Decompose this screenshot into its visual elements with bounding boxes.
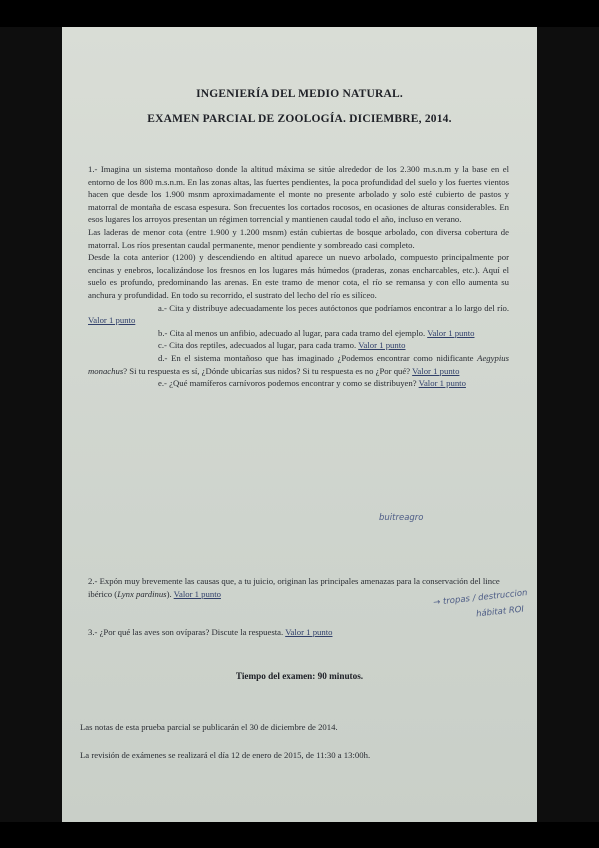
q1-sub-e-value: Valor 1 punto — [418, 378, 466, 389]
q1-sub-d-text-2: ? Si tu respuesta es sí, ¿Dónde ubicarías sus nidos? Si tu respuesta es no ¿Por qué? — [123, 365, 411, 376]
q2-close: ). — [166, 588, 172, 599]
q1-sub-e — [88, 377, 509, 390]
q1-paragraph-3: Desde la cota anterior (1200) y descendiendo en altitud aparece un nuevo arbolado, compuesto principalmente por encinas y enebros, localizándose los fresnos en los lugares más húmedos (praderas, zonas encharcables, etc.). Aquí el suelo es profundo, predominando las arenas. En este tramo de menor cota, el río se remansa y con ello aumenta su anchura y profundidad. En todo su recorrido, el sustrato del lecho del río es silíceo. — [88, 252, 509, 300]
right-dark-margin — [537, 27, 599, 822]
header-exam-title: EXAMEN PARCIAL DE ZOOLOGÍA. DICIEMBRE, 2014. — [147, 113, 452, 125]
q1-sub-d-value: Valor 1 punto — [412, 365, 460, 376]
header-degree: INGENIERÍA DEL MEDIO NATURAL. — [196, 88, 403, 100]
q3-value: Valor 1 punto — [285, 627, 333, 637]
q1-sub-a-text: a.- Cita y distribuye adecuadamente los peces autóctonos que podríamos encontrar a lo largo del río. — [158, 302, 509, 313]
handwritten-note-3: hábitat ROI — [475, 604, 525, 620]
q1-paragraph-2: Las laderas de menor cota (entre 1.900 y 1.200 msnm) están cubiertas de bosque arbolado, con diversa cobertura de matorral. Los ríos presentan caudal permanente, menor pendiente y sombreado casi completo. — [88, 226, 509, 250]
handwritten-note-1: buitreagro — [379, 513, 424, 523]
q1-sub-b-value: Valor 1 punto — [427, 327, 475, 338]
q1-sub-d — [88, 352, 509, 377]
q1-sub-a — [88, 302, 509, 327]
footer-grades-note: Las notas de esta prueba parcial se publicarán el 30 de diciembre de 2014. — [80, 722, 338, 732]
exam-duration: Tiempo del examen: 90 minutos. — [235, 671, 364, 681]
top-black-bar — [0, 0, 599, 27]
q1-sub-d-text-1: d.- En el sistema montañoso que has imaginado ¿Podemos encontrar como nidificante — [158, 352, 474, 363]
q1-sub-c-value: Valor 1 punto — [358, 340, 406, 351]
bottom-black-bar — [0, 822, 599, 848]
exam-paper — [62, 27, 537, 822]
q1-sub-e-text: e.- ¿Qué mamíferos carnívoros podemos encontrar y como se distribuyen? — [158, 378, 417, 389]
handwritten-note-2: → tropas / destruccion — [432, 588, 528, 608]
q1-sub-c-text: c.- Cita dos reptiles, adecuados al lugar, para cada tramo. — [158, 340, 357, 351]
question-3 — [88, 626, 509, 639]
footer-review-note: La revisión de exámenes se realizará el día 12 de enero de 2015, de 11:30 a 13:00h. — [80, 750, 371, 760]
q1-sub-b-text: b.- Cita al menos un anfibio, adecuado al lugar, para cada tramo del ejemplo. — [158, 327, 426, 338]
q1-paragraph-1: 1.- Imagina un sistema montañoso donde la altitud máxima se sitúe alrededor de los 2.300 m.s.n.m y la base en el entorno de los 800 m.s.n.m. En las zonas altas, las fuertes pendientes, la poca profundidad del suelo y los fuertes vientos hacen que desde los 1.900 msnm aproximadamente el monte no presente arbolado y solo esté cubierto de pastos y matorral de montaña de escasa espesura. Son frecuentes los cortados rocosos, en ocasiones de alturas considerables. En esos lugares los arroyos presentan un régimen torrencial y mantienen caudal todo el año, incluso en verano. — [88, 164, 509, 225]
q2-text: 2.- Expón muy brevemente las causas que, a tu juicio, originan las principales amenazas para la conservación del lince ibérico ( — [88, 576, 500, 599]
q2-value: Valor 1 punto — [173, 588, 221, 599]
q3-text: 3.- ¿Por qué las aves son ovíparas? Discute la respuesta. — [88, 627, 284, 637]
left-dark-margin — [0, 27, 62, 822]
question-1 — [88, 163, 509, 390]
q2-species: Lynx pardinus — [117, 588, 167, 599]
q1-sub-b — [88, 327, 509, 340]
q1-sub-a-value: Valor 1 punto — [88, 315, 136, 326]
q1-sub-c — [88, 339, 509, 352]
q1-sub-d-species: Aegypius monachus — [88, 352, 509, 376]
